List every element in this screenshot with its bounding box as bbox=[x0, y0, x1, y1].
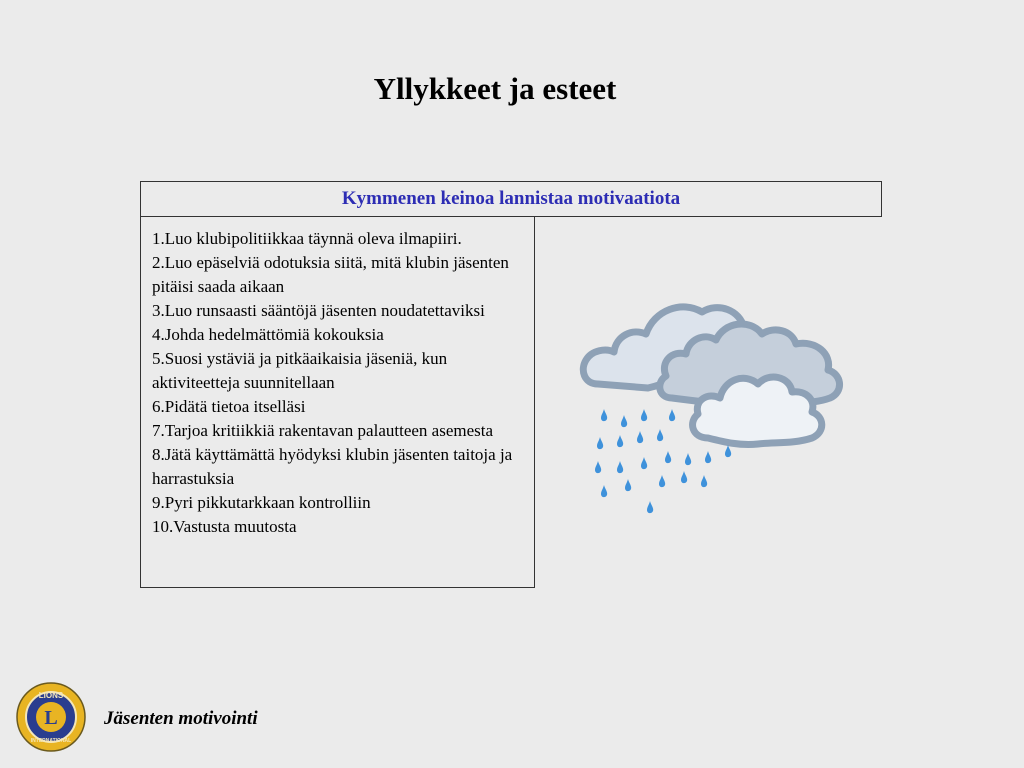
lions-logo bbox=[15, 681, 87, 753]
lions-logo-letter: L bbox=[44, 707, 58, 729]
rain-drop-icon bbox=[641, 457, 647, 469]
table-header bbox=[140, 181, 882, 217]
rain-drop-icon bbox=[669, 409, 675, 421]
rain-drop-icon bbox=[701, 475, 707, 487]
footer-text: Jäsenten motivointi bbox=[104, 708, 258, 729]
list-item: 1.Luo klubipolitiikkaa täynnä oleva ilmapiiri. bbox=[152, 229, 462, 248]
lions-logo-top-text: LIONS bbox=[38, 691, 64, 700]
rain-drop-icon bbox=[617, 435, 623, 447]
rain-drop-icon bbox=[597, 437, 603, 449]
list-item: 6.Pidätä tietoa itselläsi bbox=[152, 397, 306, 416]
list-item: 9.Pyri pikkutarkkaan kontrolliin bbox=[152, 493, 371, 512]
rain-drop-icon bbox=[625, 479, 631, 491]
rain-drop-icon bbox=[595, 461, 601, 473]
rain-drop-icon bbox=[621, 415, 627, 427]
rain-drop-icon bbox=[601, 409, 607, 421]
rain-drop-icon bbox=[665, 451, 671, 463]
demotivation-list-box bbox=[140, 216, 535, 588]
rain-drop-icon bbox=[637, 431, 643, 443]
rain-drop-icon bbox=[617, 461, 623, 473]
rain-drop-icon bbox=[647, 501, 653, 513]
list-item: 2.Luo epäselviä odotuksia siitä, mitä klubin jäsenten pitäisi saada aikaan bbox=[152, 253, 509, 296]
lions-logo-bottom-text: INTERNATIONAL bbox=[30, 738, 72, 744]
rain-drop-icon bbox=[601, 485, 607, 497]
list-item: 4.Johda hedelmättömiä kokouksia bbox=[152, 325, 384, 344]
rain-drop-icon bbox=[657, 429, 663, 441]
list-item: 7.Tarjoa kritiikkiä rakentavan palautteen asemesta bbox=[152, 421, 494, 440]
list-item: 5.Suosi ystäviä ja pitkäaikaisia jäseniä, kun aktiviteetteja suunnitellaan bbox=[152, 349, 448, 392]
rain-drop-icon bbox=[681, 471, 687, 483]
rain-drop-icon bbox=[725, 445, 731, 457]
rain-drop-icon bbox=[685, 453, 691, 465]
table-header-text: Kymmenen keinoa lannistaa motivaatiota bbox=[341, 188, 681, 209]
rain-drop-icon bbox=[659, 475, 665, 487]
list-item: 3.Luo runsaasti sääntöjä jäsenten noudatettaviksi bbox=[152, 301, 485, 320]
list-item: 10.Vastusta muutosta bbox=[152, 517, 297, 536]
rain-cloud-icon bbox=[578, 292, 850, 520]
rain-drop-icon bbox=[641, 409, 647, 421]
slide-title: Yllykkeet ja esteet bbox=[373, 71, 617, 106]
rain-drop-icon bbox=[705, 451, 711, 463]
demotivation-list bbox=[152, 227, 528, 539]
list-item: 8.Jätä käyttämättä hyödyksi klubin jäsenten taitoja ja harrastuksia bbox=[152, 445, 513, 488]
